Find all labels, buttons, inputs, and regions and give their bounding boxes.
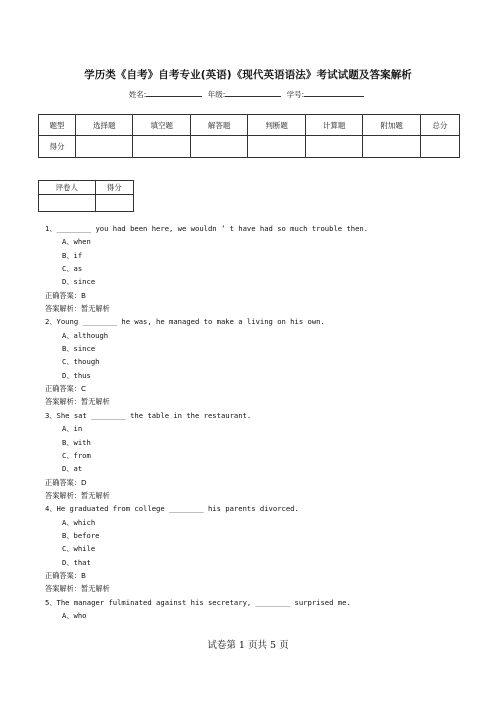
score-header-cell: 解答题	[190, 115, 247, 136]
id-label: 学号:	[286, 90, 305, 99]
grader-header-cell: 得分	[95, 181, 133, 195]
correct-answer: 正确答案：C	[45, 384, 86, 394]
score-cell[interactable]	[76, 136, 133, 158]
name-blank[interactable]	[146, 89, 202, 97]
student-info-line	[0, 89, 496, 100]
option-item[interactable]: B、before	[62, 530, 100, 540]
score-header-cell: 总分	[420, 115, 459, 136]
grader-header-row	[39, 181, 134, 195]
option-item[interactable]: D、thus	[62, 370, 91, 380]
grader-input-row	[39, 195, 134, 212]
option-item[interactable]: D、since	[62, 277, 96, 287]
option-item[interactable]: A、who	[62, 610, 87, 620]
score-header-cell: 填空题	[133, 115, 190, 136]
question-stem: 3、She sat ________ the table in the restaurant.	[45, 410, 252, 420]
id-blank[interactable]	[304, 89, 364, 97]
question-stem: 1、________ you had been here, we wouldn ’ t have had so much trouble then.	[45, 224, 369, 233]
score-cell[interactable]	[248, 136, 305, 158]
page-footer: 试卷第 1 页共 5 页	[207, 640, 289, 651]
answer-analysis: 答案解析：暂无解析	[45, 584, 110, 594]
option-item[interactable]: A、when	[62, 237, 91, 247]
question-stem: 5、The manager fulminated against his secretary, ________ surprised me.	[45, 597, 351, 607]
grader-table	[38, 180, 134, 212]
option-item[interactable]: A、in	[62, 424, 83, 434]
score-table-header-row	[39, 115, 460, 136]
correct-answer: 正确答案：D	[45, 477, 87, 487]
option-item[interactable]: D、that	[62, 557, 91, 567]
score-header-cell: 选择题	[76, 115, 133, 136]
page-title: 学历类《自考》自考专业(英语)《现代英语语法》考试试题及答案解析	[84, 69, 412, 81]
question-stem: 2、Young ________ he was, he managed to make a living on his own.	[45, 317, 325, 327]
option-item[interactable]: B、since	[62, 344, 96, 354]
option-item[interactable]: B、if	[62, 250, 83, 260]
class-label: 年级:	[207, 90, 226, 99]
score-row-label: 得分	[39, 136, 76, 158]
option-item[interactable]: C、though	[62, 357, 100, 367]
score-cell[interactable]	[305, 136, 362, 158]
grader-header-cell: 评卷人	[39, 181, 96, 195]
option-item[interactable]: A、although	[62, 330, 109, 340]
option-item[interactable]: C、from	[62, 450, 91, 460]
score-cell[interactable]	[190, 136, 247, 158]
score-table-score-row	[39, 136, 460, 158]
option-item[interactable]: C、while	[62, 544, 96, 554]
score-header-cell: 附加题	[363, 115, 420, 136]
question-list	[45, 222, 465, 622]
option-item[interactable]: D、at	[62, 464, 83, 474]
option-item[interactable]: B、with	[62, 437, 91, 447]
score-header-cell: 判断题	[248, 115, 305, 136]
option-item[interactable]: C、as	[62, 264, 83, 274]
score-header-cell: 计算题	[305, 115, 362, 136]
option-item[interactable]: A、which	[62, 517, 96, 527]
answer-analysis: 答案解析：暂无解析	[45, 304, 110, 314]
question-stem: 4、He graduated from college ________ his parents divorced.	[45, 504, 299, 514]
score-cell[interactable]	[133, 136, 190, 158]
score-cell[interactable]	[363, 136, 420, 158]
answer-analysis: 答案解析：暂无解析	[45, 490, 110, 500]
class-blank[interactable]	[225, 89, 281, 97]
correct-answer: 正确答案：B	[45, 570, 86, 580]
score-cell[interactable]	[420, 136, 459, 158]
answer-analysis: 答案解析：暂无解析	[45, 397, 110, 407]
correct-answer: 正确答案：B	[45, 290, 86, 300]
score-table	[38, 114, 460, 158]
name-label: 姓名:	[128, 90, 147, 99]
grader-cell[interactable]	[95, 195, 133, 212]
grader-cell[interactable]	[39, 195, 96, 212]
score-header-cell: 题型	[39, 115, 76, 136]
